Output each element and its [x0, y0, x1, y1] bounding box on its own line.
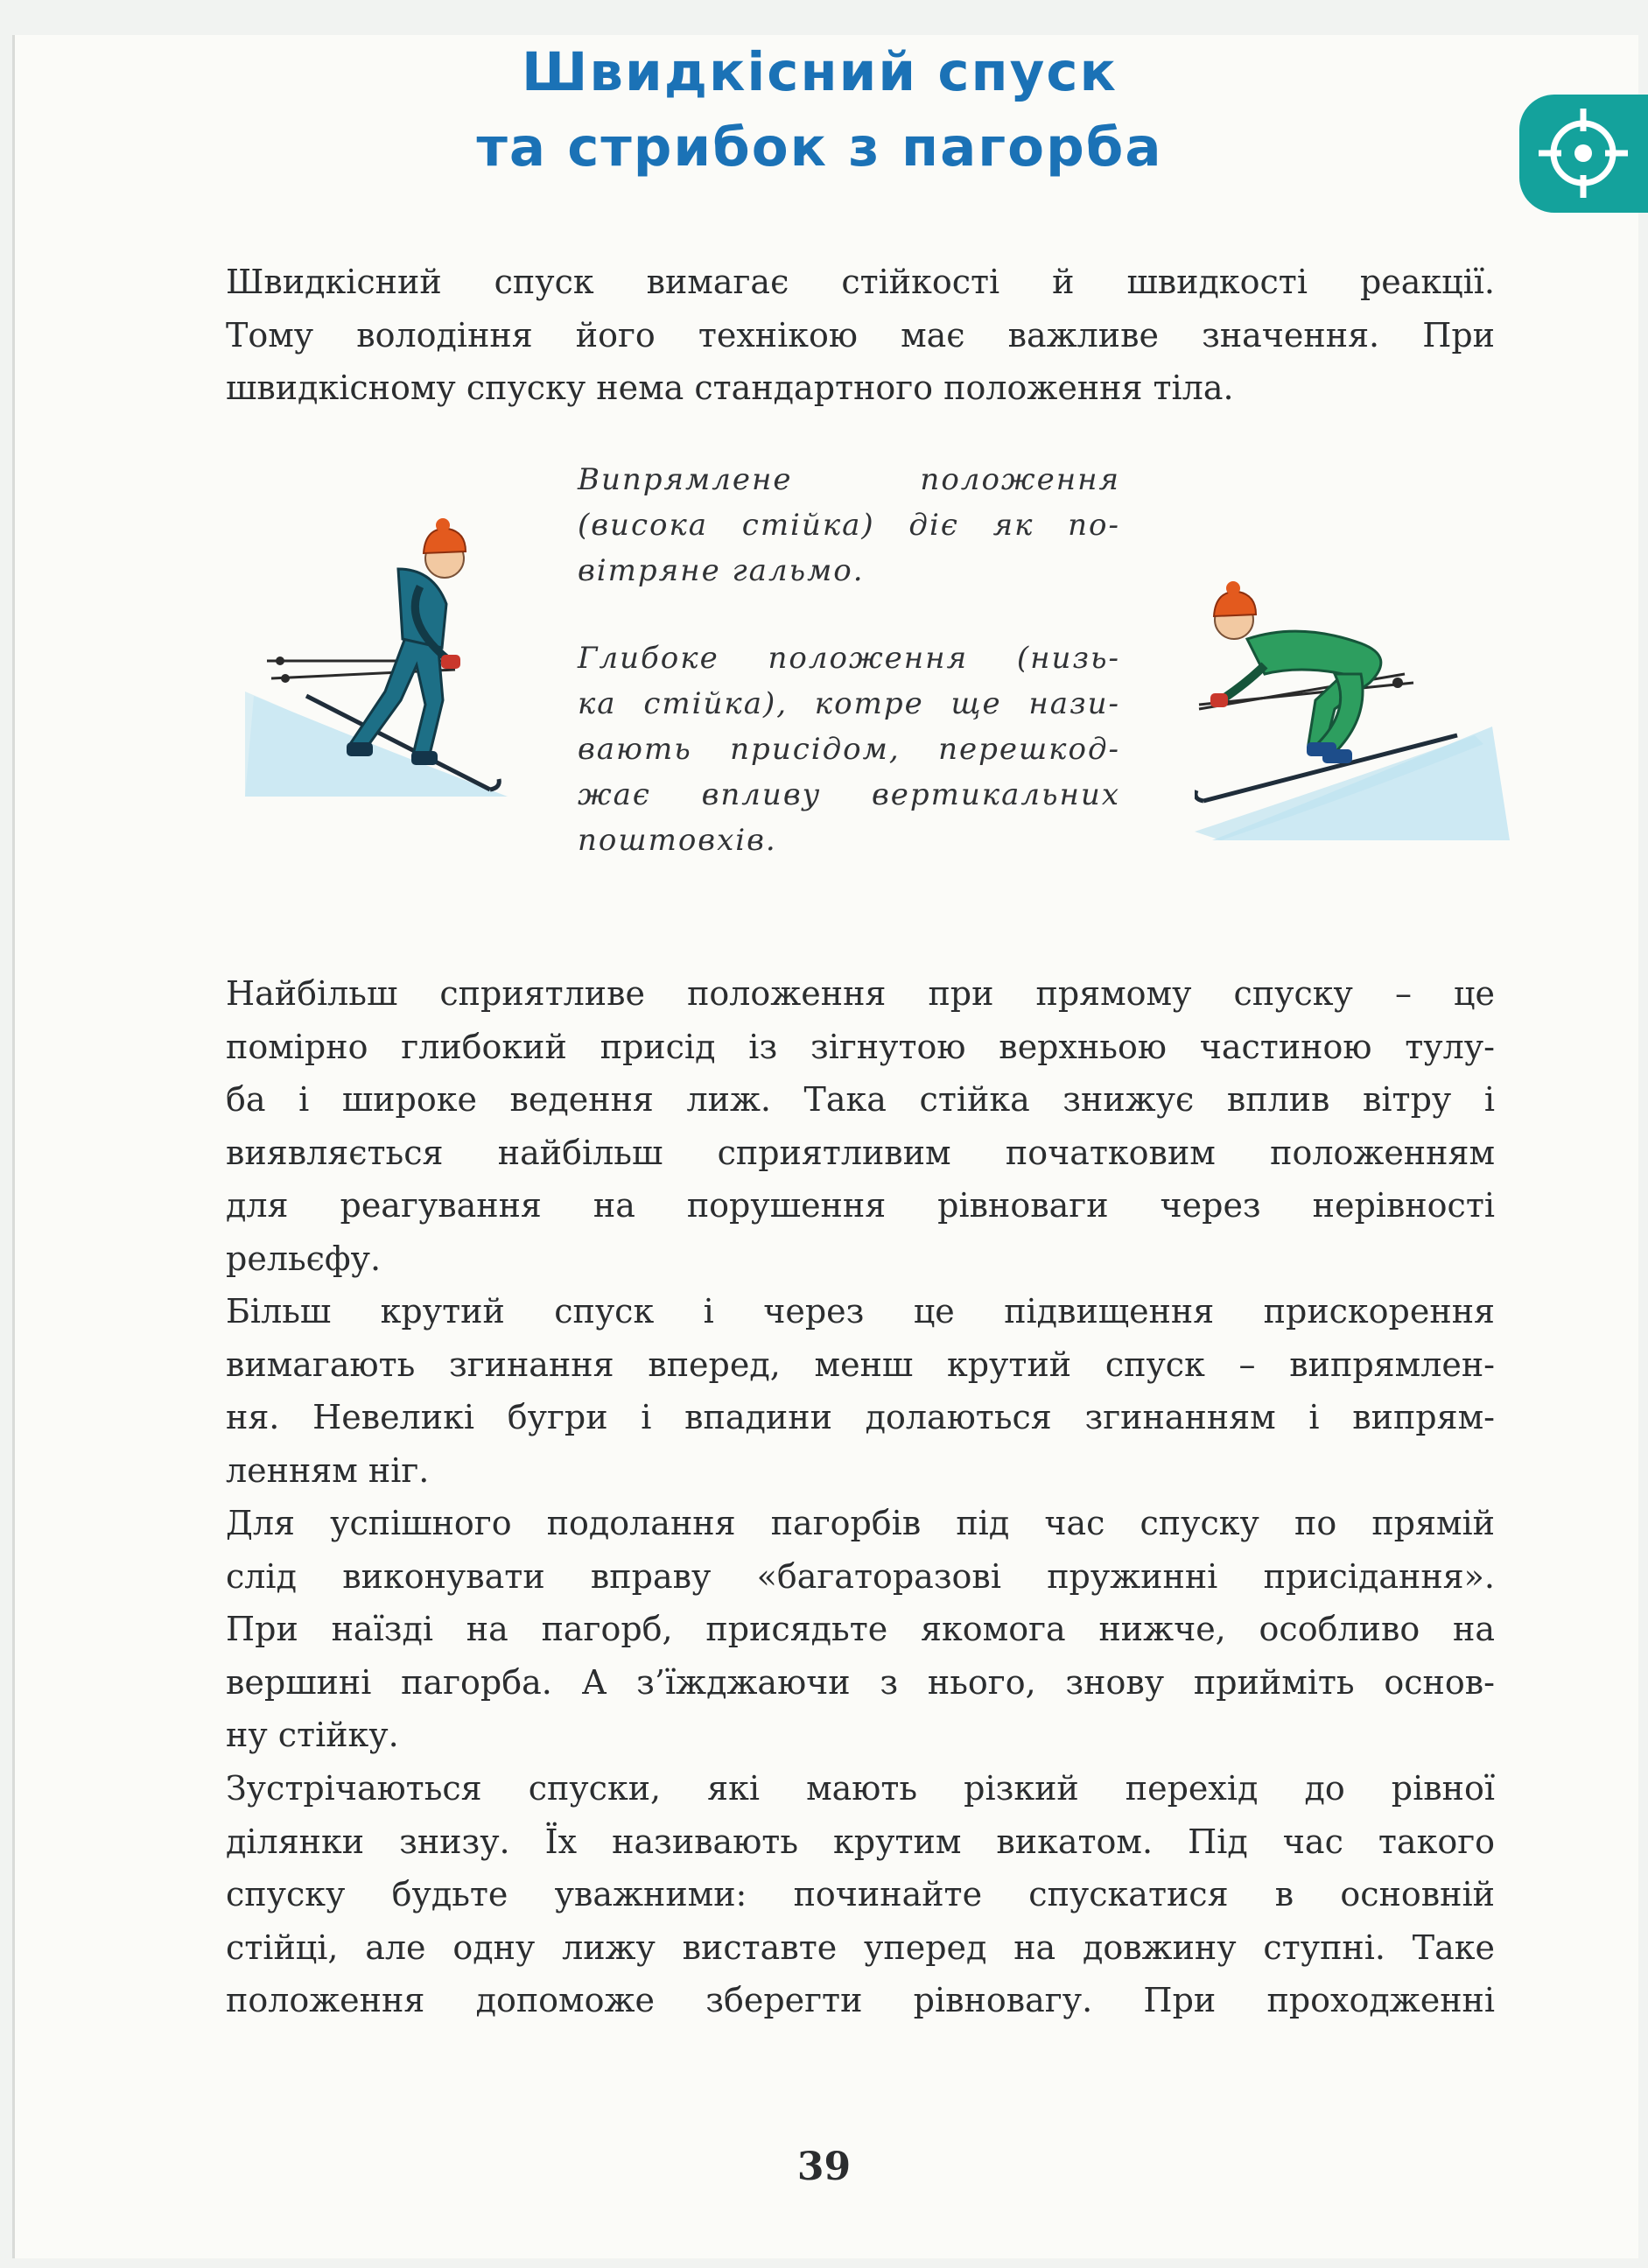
skier-low-stance-illustration	[1195, 578, 1510, 840]
page-title	[0, 35, 1648, 186]
text-line: спуску будьте уважними: починайте спускатися в основній	[226, 1875, 1495, 1913]
paragraph-3	[172, 1497, 1495, 1762]
text-line: Тому володіння його технікою має важливе значення. При	[226, 315, 1495, 355]
caption-low-stance	[578, 635, 1120, 863]
text-line: Для успішного подолання пагорбів під час спуску по прямій	[226, 1504, 1495, 1542]
paragraph-1	[172, 967, 1495, 1285]
section-tab	[1519, 95, 1648, 213]
text-line: (висока стійка) діє як по-	[578, 508, 1120, 543]
text-line: При наїзді на пагорб, присядьте якомога нижче, особливо на	[226, 1610, 1495, 1648]
text-line: ба і широке ведення лиж. Така стійка знижує вплив вітру і	[226, 1080, 1495, 1119]
text-line: стійці, але одну лижу виставте уперед на довжину ступні. Таке	[226, 1927, 1495, 1967]
title-line-1: Швидкісний спуск	[522, 41, 1118, 103]
text-line: Зустрічаються спуски, які мають різкий перехід до рівної	[226, 1769, 1495, 1808]
text-line: рельєфу.	[226, 1239, 382, 1278]
text-line: вітряне гальмо.	[578, 553, 865, 588]
text-line: положення допоможе зберегти рівновагу. При проходженні	[226, 1981, 1495, 2019]
text-line: Випрямлене положення	[578, 462, 1120, 497]
text-line: ня. Невеликі бугри і впадини долаються згинанням і випрям-	[226, 1398, 1495, 1436]
caption-high-stance	[578, 457, 1120, 593]
text-line: Швидкісний спуск вимагає стійкості й швидкості реакції.	[226, 263, 1495, 301]
text-line: ну стійку.	[226, 1716, 399, 1754]
text-line: Більш крутий спуск і через це підвищення прискорення	[226, 1292, 1495, 1331]
text-line: для реагування на порушення рівноваги через нерівності	[226, 1186, 1495, 1225]
text-line: поштовхів.	[578, 823, 777, 858]
paragraph-2	[172, 1285, 1495, 1497]
page-number: 39	[796, 2145, 852, 2189]
text-line: помірно глибокий присід із зігнутою верхньою частиною тулу-	[226, 1027, 1495, 1066]
title-line-2: та стрибок з пагорба	[476, 116, 1163, 179]
text-line: ка стійка), котре ще нази-	[578, 686, 1120, 721]
target-crosshair-icon	[1535, 105, 1631, 201]
text-line: виявляється найбільш сприятливим початковим положенням	[226, 1133, 1495, 1172]
text-line: Найбільш сприятливе положення при прямому спуску – це	[226, 974, 1495, 1013]
text-line: вають присідом, перешкод-	[578, 732, 1120, 767]
text-line: жає впливу вертикальних	[578, 777, 1120, 812]
paragraph-4	[172, 1762, 1495, 2027]
skier-high-stance-illustration	[245, 516, 508, 797]
text-line: ленням ніг.	[226, 1450, 430, 1490]
text-line: слід виконувати вправу «багаторазові пружинні присідання».	[226, 1556, 1495, 1596]
text-line: вершині пагорба. А з’їжджаючи з нього, знову прийміть основ-	[226, 1662, 1495, 1702]
text-line: ділянки знизу. Їх називають крутим викатом. Під час такого	[226, 1822, 1495, 1861]
intro-paragraph	[172, 256, 1495, 415]
text-line: швидкісному спуску нема стандартного положення тіла.	[226, 369, 1234, 407]
text-line: Глибоке положення (низь-	[578, 641, 1120, 676]
text-line: вимагають згинання вперед, менш крутий спуск – випрямлен-	[226, 1345, 1495, 1384]
